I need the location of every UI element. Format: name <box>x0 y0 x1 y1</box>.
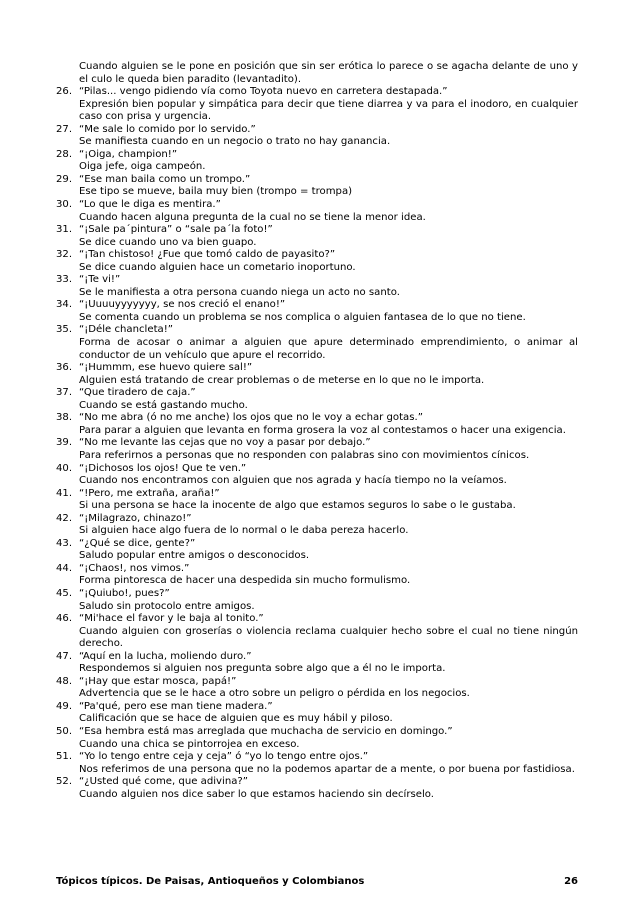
entry-body <box>79 488 578 513</box>
entry-phrase: “¡Te vi!” <box>79 274 121 286</box>
entry-number: 45. <box>56 587 73 599</box>
list-item <box>56 726 578 751</box>
entry-body <box>79 274 578 299</box>
entry-explanation: Cuando alguien nos dice saber lo que estamos haciendo sin decírselo. <box>79 788 434 800</box>
entry-phrase: “¡Sale pa´pintura” o “sale pa´la foto!” <box>79 224 273 236</box>
entry-phrase: “¡Quiubo!, pues?” <box>79 587 170 599</box>
entry-phrase: “¡Déle chancleta!” <box>79 324 173 336</box>
entry-number: 40. <box>56 462 73 474</box>
entry-number: 36. <box>56 362 73 374</box>
entry-phrase: “No me abra (ó no me anche) los ojos que no le voy a echar gotas.” <box>79 412 423 424</box>
entry-phrase: “¡Milagrazo, chinazo!” <box>79 512 192 524</box>
list-item <box>56 149 578 174</box>
entry-body <box>79 563 578 588</box>
entry-explanation: Para referirnos a personas que no responden con palabras sino con movimientos cínicos. <box>79 449 530 461</box>
entry-body <box>79 387 578 412</box>
entry-phrase: “¡Uuuuyyyyyyy, se nos creció el enano!” <box>79 299 286 311</box>
entry-explanation: Nos referimos de una persona que no la podemos apartar de a mente, o por buena por fastidiosa. <box>79 763 575 775</box>
entry-explanation: Oiga jefe, oiga campeón. <box>79 161 206 173</box>
list-item <box>56 224 578 249</box>
entry-explanation: Se le manifiesta a otra persona cuando niega un acto no santo. <box>79 286 400 298</box>
list-item <box>56 538 578 563</box>
entry-phrase: “No me levante las cejas que no voy a pasar por debajo.” <box>79 437 371 449</box>
entry-phrase: “¿Usted qué come, que adivina?” <box>79 776 248 788</box>
entry-body <box>79 437 578 462</box>
entry-body <box>79 676 578 701</box>
entry-body <box>79 86 578 124</box>
entry-phrase: “Esa hembra está mas arreglada que muchacha de servicio en domingo.” <box>79 725 453 737</box>
list-item <box>56 776 578 801</box>
entry-body <box>79 588 578 613</box>
list-item <box>56 676 578 701</box>
entry-explanation: Forma pintoresca de hacer una despedida sin mucho formulismo. <box>79 575 411 587</box>
page-footer <box>56 876 578 887</box>
list-item <box>56 701 578 726</box>
entry-body <box>79 224 578 249</box>
list-item <box>56 124 578 149</box>
entry-phrase: “Que tiradero de caja.” <box>79 387 196 399</box>
entry-number: 42. <box>56 512 73 524</box>
entry-number: 41. <box>56 487 73 499</box>
entry-number: 32. <box>56 249 73 261</box>
entry-phrase: “Lo que le diga es mentira.” <box>79 199 221 211</box>
entry-number: 48. <box>56 675 73 687</box>
entry-explanation: Cuando una chica se pintorrojea en exceso. <box>79 738 300 750</box>
intro-paragraph: Cuando alguien se le pone en posición que sin ser erótica lo parece o se agacha delante de uno y el culo le queda bien paradito (levantadito). <box>79 61 578 85</box>
entry-body <box>79 751 578 776</box>
entry-body <box>79 613 578 651</box>
entry-number: 50. <box>56 725 73 737</box>
list-item <box>56 299 578 324</box>
entry-body <box>79 776 578 801</box>
list-item <box>56 174 578 199</box>
entry-body <box>79 149 578 174</box>
entry-body <box>79 412 578 437</box>
entry-phrase: “¿Qué se dice, gente?” <box>79 537 196 549</box>
entry-phrase: “Pa'qué, pero ese man tiene madera.” <box>79 700 273 712</box>
entry-explanation: Se manifiesta cuando en un negocio o trato no hay ganancia. <box>79 136 391 148</box>
entry-number: 37. <box>56 387 73 399</box>
entry-phrase: “¡Dichosos los ojos! Que te ven.” <box>79 462 247 474</box>
entry-body <box>79 199 578 224</box>
entry-explanation: Expresión bien popular y simpática para decir que tiene diarrea y va para el inodoro, en cualquier caso con prisa y urgencia. <box>79 98 578 123</box>
entry-explanation: Forma de acosar o animar a alguien que apure determinado emprendimiento, o animar al conductor de un vehículo que apure el recorrido. <box>79 337 578 361</box>
entry-body <box>79 174 578 199</box>
entry-number: 28. <box>56 148 73 160</box>
entry-number: 30. <box>56 199 73 211</box>
entry-body <box>79 538 578 563</box>
entry-phrase: “¡Hay que estar mosca, papá!” <box>79 675 237 687</box>
entry-number: 33. <box>56 274 73 286</box>
entry-phrase: “Pilas... vengo pidiendo vía como Toyota nuevo en carretera destapada.” <box>79 86 448 98</box>
list-item <box>56 588 578 613</box>
entry-explanation: Cuando alguien con groserías o violencia reclama cualquier hecho sobre el cual no tiene ningún derecho. <box>79 625 578 650</box>
list-item <box>56 199 578 224</box>
entry-number: 52. <box>56 776 73 788</box>
list-item <box>56 437 578 462</box>
entry-explanation: Cuando se está gastando mucho. <box>79 399 248 411</box>
page-number: 26 <box>564 876 578 887</box>
entry-phrase: “Ese man baila como un trompo.” <box>79 173 251 185</box>
entry-number: 29. <box>56 173 73 185</box>
list-item <box>56 412 578 437</box>
entry-explanation: Se comenta cuando un problema se nos complica o alguien fantasea de lo que no tiene. <box>79 311 526 323</box>
entry-explanation: Ese tipo se mueve, baila muy bien (trompo = trompa) <box>79 186 353 198</box>
entry-explanation: Respondemos si alguien nos pregunta sobre algo que a él no le importa. <box>79 663 446 675</box>
entry-explanation: Si una persona se hace la inocente de algo que estamos seguros lo sabe o le gustaba. <box>79 500 516 512</box>
entry-body <box>79 362 578 387</box>
entry-number: 39. <box>56 437 73 449</box>
entry-body <box>79 651 578 676</box>
entry-body <box>79 124 578 149</box>
list-item <box>56 324 578 362</box>
list-item <box>56 249 578 274</box>
list-item <box>56 651 578 676</box>
entry-phrase: “¡Oiga, champion!” <box>79 148 178 160</box>
entry-explanation: Para parar a alguien que levanta en forma grosera la voz al contestamos o hacer una exigencia. <box>79 424 566 436</box>
entry-phrase: “Mi'hace el favor y le baja al tonito.” <box>79 613 264 625</box>
list-item <box>56 463 578 488</box>
entry-explanation: Calificación que se hace de alguien que es muy hábil y piloso. <box>79 713 393 725</box>
entry-explanation: Advertencia que se le hace a otro sobre un peligro o pérdida en los negocios. <box>79 688 470 700</box>
entry-explanation: Cuando hacen alguna pregunta de la cual no se tiene la menor idea. <box>79 211 426 223</box>
document-body <box>56 61 578 801</box>
entry-body <box>79 463 578 488</box>
entry-number: 44. <box>56 562 73 574</box>
entry-phrase: “Me sale lo comido por lo servido.” <box>79 123 256 135</box>
entry-phrase: “Yo lo tengo entre ceja y ceja” ó “yo lo tengo entre ojos.” <box>79 751 369 763</box>
entry-phrase: “Aquí en la lucha, moliendo duro.” <box>79 650 252 662</box>
entry-number: 34. <box>56 299 73 311</box>
list-item <box>56 387 578 412</box>
entry-phrase: “!Pero, me extraña, araña!” <box>79 487 220 499</box>
entry-phrase: “¡Chaos!, nos vimos.” <box>79 562 190 574</box>
list-item <box>56 563 578 588</box>
entry-explanation: Se dice cuando uno va bien guapo. <box>79 236 257 248</box>
entry-explanation: Saludo popular entre amigos o desconocidos. <box>79 550 310 562</box>
entry-explanation: Si alguien hace algo fuera de lo normal o le daba pereza hacerlo. <box>79 525 409 537</box>
footer-title: Tópicos típicos. De Paisas, Antioqueños y Colombianos <box>56 876 365 887</box>
entry-number: 38. <box>56 412 73 424</box>
entry-list <box>56 86 578 801</box>
list-item <box>56 274 578 299</box>
entry-explanation: Saludo sin protocolo entre amigos. <box>79 600 255 612</box>
entry-number: 31. <box>56 224 73 236</box>
list-item <box>56 513 578 538</box>
entry-phrase: “¡Hummm, ese huevo quiere sal!” <box>79 362 253 374</box>
list-item <box>56 362 578 387</box>
entry-number: 46. <box>56 613 73 625</box>
entry-explanation: Cuando nos encontramos con alguien que nos agrada y hacía tiempo no la veíamos. <box>79 475 507 487</box>
entry-phrase: “¡Tan chistoso! ¿Fue que tomó caldo de payasito?” <box>79 249 336 261</box>
entry-number: 27. <box>56 123 73 135</box>
entry-explanation: Alguien está tratando de crear problemas o de meterse en lo que no le importa. <box>79 374 485 386</box>
list-item <box>56 86 578 124</box>
entry-body <box>79 513 578 538</box>
list-item <box>56 751 578 776</box>
entry-number: 43. <box>56 537 73 549</box>
entry-body <box>79 249 578 274</box>
entry-number: 49. <box>56 700 73 712</box>
entry-body <box>79 324 578 362</box>
entry-number: 51. <box>56 751 73 763</box>
entry-number: 47. <box>56 650 73 662</box>
entry-explanation: Se dice cuando alguien hace un cometario inoportuno. <box>79 261 356 273</box>
entry-body <box>79 726 578 751</box>
entry-number: 35. <box>56 324 73 336</box>
list-item <box>56 613 578 651</box>
entry-number: 26. <box>56 86 73 98</box>
entry-body <box>79 701 578 726</box>
list-item <box>56 488 578 513</box>
entry-body <box>79 299 578 324</box>
